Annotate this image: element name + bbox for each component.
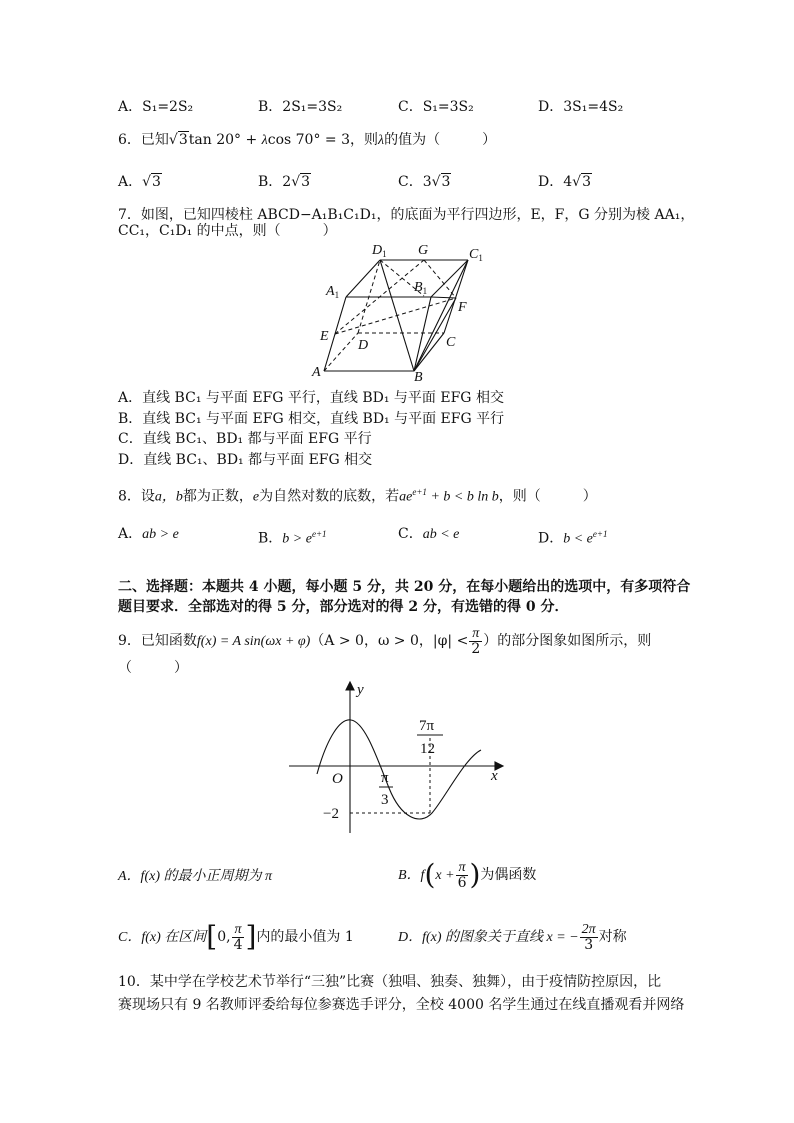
label-b: B [414, 370, 423, 384]
q7-option-b: B．直线 BC₁ 与平面 EFG 相交，直线 BD₁ 与平面 EFG 平行 [118, 411, 505, 427]
q6-option-d: D．4√3 [538, 174, 591, 190]
label-7pi: 7π [419, 718, 435, 734]
q5-option-a: A．S₁=2S₂ [118, 99, 194, 115]
edge-b1-f [431, 297, 456, 298]
label-d: D [358, 338, 369, 353]
label-g: G [418, 243, 429, 258]
q5-option-b: B．2S₁=3S₂ [258, 99, 343, 115]
q8-option-c: C．ab < e [398, 526, 460, 542]
q6-stem: 6．已知√3tan 20° + λcos 70° = 3，则λ的值为（ ） [118, 132, 497, 148]
label-b1: $B_1$ [414, 280, 428, 296]
label-neg2: −2 [323, 806, 339, 822]
q5-option-d: D．3S₁=4S₂ [538, 99, 624, 115]
label-3: 3 [381, 792, 389, 808]
q9-option-a: A．f(x) 的最小正周期为 π [118, 869, 272, 884]
q7-option-d: D．直线 BC₁、BD₁ 都与平面 EFG 相交 [118, 452, 373, 468]
q8-stem: 8．设a，b都为正数，e为自然对数的底数，若$ae^{e+1} + b < b$ ln b，则（ ） [118, 487, 597, 505]
q8-option-b: B．$b > e^{e+1}$ [258, 529, 327, 547]
q6-option-c: C．3√3 [398, 174, 451, 190]
q9-stem: 9．已知函数f(x) = A sin(ωx + φ)（A > 0，ω > 0，|φ| < $\frac{\pi}{2}$ ）的部分图象如图所示，则 [118, 625, 652, 657]
edge-b-c1 [414, 260, 468, 371]
q9-option-b: B．f(x + $\frac{\pi}{6}$ )为偶函数 [398, 858, 537, 891]
q7-option-c: C．直线 BC₁、BD₁ 都与平面 EFG 平行 [118, 431, 372, 447]
section2-line1: 二、选择题：本题共 4 小题，每小题 5 分，共 20 分，在每小题给出的选项中，有多项符合 [118, 579, 691, 595]
sine-curve [317, 720, 481, 819]
label-c1: $C_1$ [469, 247, 483, 263]
q7-stem-line1: 7．如图，已知四棱柱 ABCD−A₁B₁C₁D₁，的底面为平行四边形，E，F，G 分别为棱 AA₁， [118, 207, 695, 223]
label-c: C [446, 335, 456, 350]
label-f: F [458, 300, 467, 315]
dashed-g-f [424, 260, 456, 298]
section2-line2: 题目要求．全部选对的得 5 分，部分选对的得 2 分，有选错的得 0 分． [118, 599, 569, 615]
label-a: A [312, 365, 321, 380]
q9-option-c: C．f(x) 在区间[0, $\frac{\pi}{4}$ ]内的最小值为 1 [118, 920, 354, 953]
label-pi: π [381, 770, 389, 786]
origin-label: O [332, 771, 343, 787]
y-axis-arrow [346, 682, 354, 690]
q10-line1: 10．某中学在学校艺术节举行“三独”比赛（独唱、独奏、独舞），由于疫情防控原因，比 [118, 974, 662, 990]
sine-graph [285, 678, 505, 838]
y-label: y [357, 682, 364, 698]
edge-c-c1 [444, 260, 468, 333]
label-d1: $D_1$ [372, 243, 387, 259]
q10-line2: 赛现场只有 9 名教师评委给每位参赛选手评分，全校 4000 名学生通过在线直播观看并网络 [118, 997, 685, 1013]
label-a1: $A_1$ [326, 284, 340, 300]
label-12: 12 [420, 741, 435, 757]
q8-option-a: A．ab > e [118, 526, 179, 542]
q8-option-d: D．$b < e^{e+1}$ [538, 529, 608, 547]
q9-option-d: D．f(x) 的图象关于直线 x = − $\frac{2\pi}{3}$ 对称 [398, 921, 627, 953]
x-label: x [491, 768, 498, 784]
q6-option-b: B．2√3 [258, 174, 311, 190]
q7-stem-line2: CC₁，C₁D₁ 的中点，则（ ） [118, 223, 337, 239]
prism-figure [300, 236, 500, 384]
q9-paren: （ ） [118, 660, 188, 676]
q5-option-c: C．S₁=3S₂ [398, 99, 474, 115]
label-e: E [320, 329, 329, 344]
q6-option-a: A．√3 [118, 174, 161, 190]
q7-option-a: A．直线 BC₁ 与平面 EFG 平行，直线 BD₁ 与平面 EFG 相交 [118, 390, 504, 406]
